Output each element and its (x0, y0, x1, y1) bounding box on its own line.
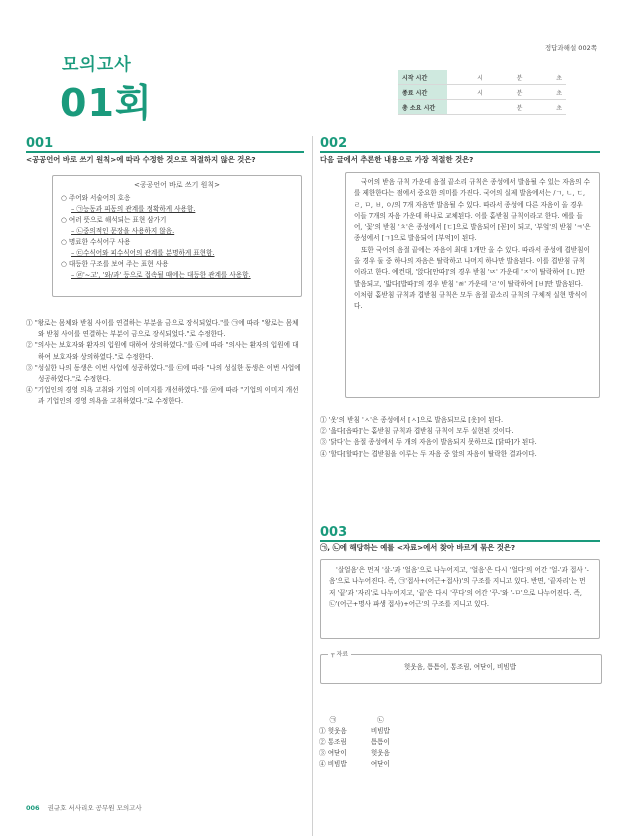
time-row-total (398, 100, 566, 115)
question-rule (26, 151, 304, 153)
answer-col-2: 헛웃음 (370, 748, 390, 757)
time-unit: 초 (526, 85, 566, 100)
answer-col-2: 여닫이 (370, 759, 390, 768)
time-row-end (398, 85, 566, 100)
principle-item: ○ 명료한 수식어구 사용 (61, 238, 131, 246)
principle-subitem: – ㉣'~고', '와/과' 등으로 접속될 때에는 대등한 관계를 사용함. (71, 271, 251, 279)
question-rule (320, 151, 600, 153)
options-list-002 (320, 415, 600, 460)
question-number-003: 003 (320, 525, 348, 540)
principle-item: ○ 대등한 구조를 보여 주는 표현 사용 (61, 260, 169, 268)
time-unit: 분 (487, 70, 527, 85)
time-record-table (398, 70, 566, 115)
option-4[interactable]: ④ "기업인의 경영 의욕 고취와 기업의 이미지를 개선하였다."를 ㉣에 따라 "기업의 이미지 개선과 기업인의 경영 의욕을 고취하였다."로 수정한다. (26, 386, 299, 406)
passage-003 (329, 565, 591, 610)
passage-002 (354, 177, 591, 313)
round-title: 01회 (60, 81, 153, 125)
option-1[interactable]: ① '옷'의 받침 'ㅅ'은 종성에서 [ㅅ]으로 발음되므로 [옷]이 된다. (320, 416, 504, 424)
question-rule (320, 540, 600, 542)
answer-head-1: ㉠ (329, 715, 337, 724)
time-label: 총 소요 시간 (398, 100, 447, 115)
passage-paragraph: '살얼음'은 먼저 '살-'과 '얼음'으로 나누어지고, '얼음'은 다시 '얼다'의 어간 '얼-'과 접사 '-음'으로 나누어진다. 즉, ㉠'접사+(어근+접사)'의 구조를 지니고 있다. 반면, '끝자리'는 먼저 '끝'과 '자리'로 나누어지고, '끝'은 다시 '꾸다'의 어간 '꾸-'와 '-ㅁ'으로 나누어진다. 즉, ㉡'(어근+명사 파생 접사)+어근'의 구조를 지니고 있다. (329, 566, 589, 608)
time-unit: 분 (487, 100, 527, 115)
principle-subitem: – ㉠능동과 피동의 관계를 정확하게 사용함. (71, 205, 196, 213)
question-text-002: 다음 글에서 추론한 내용으로 가장 적절한 것은? (320, 155, 474, 164)
option-3[interactable]: ③ '닭다'는 음절 종성에서 두 개의 자음이 발음되지 못하므로 [닭따]가 된다. (320, 438, 537, 447)
answer-col-1: ④ 비빔밥 (319, 759, 347, 768)
time-label: 종료 시간 (398, 85, 447, 100)
jaryo-items: 헛웃음, 틈틈이, 통조림, 여닫이, 비빔밥 (403, 663, 517, 671)
answer-option-3[interactable] (315, 746, 394, 757)
answer-head-2: ㉡ (377, 715, 384, 724)
principle-subitem: – ㉢수식어와 피수식어의 관계를 분명하게 표현함. (71, 249, 215, 257)
answer-option-2[interactable] (315, 735, 394, 746)
question-text-003: ㉠, ㉡에 해당하는 예를 <자료>에서 찾아 바르게 묶은 것은? (320, 543, 516, 552)
answer-reference: 정답과해설 002쪽 (544, 44, 597, 52)
options-list-001 (26, 318, 304, 408)
question-text-001: <공공언어 바로 쓰기 원칙>에 따라 수정한 것으로 적절하지 않은 것은? (26, 155, 256, 164)
answer-header-row (315, 713, 394, 724)
answer-col-2: 틈틈이 (370, 737, 390, 746)
principles-title: <공공언어 바로 쓰기 원칙> (133, 181, 221, 189)
jaryo-bracket-icon: ┬ (331, 651, 337, 658)
time-unit: 시 (447, 70, 487, 85)
option-2[interactable]: ② '읊다[읍따]'는 홑받침 규칙과 겹받침 규칙이 모두 실현된 것이다. (320, 427, 514, 436)
passage-box-003 (320, 559, 600, 639)
page-number: 006 (26, 804, 40, 812)
time-label: 시작 시간 (398, 70, 447, 85)
time-unit (447, 100, 487, 115)
jaryo-label (328, 649, 351, 658)
passage-paragraph: 국어의 받음 규칙 가운데 음절 끝소리 규칙은 종성에서 발음될 수 있는 자음의 수를 제한한다는 점에서 중요한 의미를 가진다. 국어의 실제 발음에서는 /ㄱ, ㄴ, ㄷ, ㄹ, ㅁ, ㅂ, ㅇ/의 7개 자음만 발음될 수 있다. 따라서 종성에 다른 자음이 올 경우 이들 7개의 자음 가운데 하나로 교체된다. 이를 홑받침 규칙이라고 한다. 예를 들어, '꽃'의 받침 'ㅊ'은 종성에서 [ㄷ]으로 발음되어 [꼳]이 되고, '부엌'의 받침 'ㅋ'은 종성에서 [ㄱ]으로 발음되어 [부억]이 된다. (354, 178, 591, 243)
answer-option-1[interactable] (315, 724, 394, 735)
time-unit: 시 (447, 85, 487, 100)
column-divider (312, 136, 313, 836)
option-1[interactable]: ① "왕로는 몸체와 받침 사이를 연결하는 부분을 금으로 장식되었다."를 ㉠에 따라 "왕로는 몸체와 받침 사이를 연결하는 부분이 금으로 장식되었다."로 수정한다. (26, 319, 299, 339)
option-3[interactable]: ③ "성실한 나의 동생은 이번 사업에 성공하였다."를 ㉢에 따라 "나의 성실한 동생은 이번 사업에 성공하였다."로 수정한다. (26, 363, 301, 384)
principle-subitem: – ㉡중의적인 문장을 사용하지 않음. (71, 227, 175, 235)
principles-box (52, 175, 302, 297)
time-unit: 초 (526, 100, 566, 115)
question-number-002: 002 (320, 136, 348, 151)
option-2[interactable]: ② "의사는 보호자와 환자의 입원에 대하여 상의하였다."를 ㉡에 따라 "의사는 환자의 입원에 대하여 보호자와 상의하였다."로 수정한다. (26, 341, 299, 361)
passage-paragraph: 또한 국어의 음절 끝에는 자음이 최대 1개만 올 수 있다. 따라서 종성에 겹받침이 올 경우 둘 중 하나의 자음은 탈락하고 나머지 하나만 발음된다. 이를 겹받침 규칙이라고 한다. 예컨대, '앉다[안따]'의 경우 받침 'ㄵ' 가운데 'ㅈ'이 탈락하여 [ㄴ]만 발음되고, '밟다[밥따]'의 경우 받침 'ㄼ' 가운데 'ㄹ'이 탈락하여 [ㅂ]만 발음된다. 이처럼 홑받침 규칙과 겹받침 규칙은 모두 음절 끝소리 규칙의 구체적 실현 방식이다. (354, 245, 590, 311)
series-title: 모의고사 (62, 55, 132, 75)
principle-item: ○ 여러 뜻으로 해석되는 표현 삼가기 (61, 216, 167, 224)
page-footer (26, 803, 142, 812)
option-4[interactable]: ④ '할다[할따]'는 겹받침을 이루는 두 자음 중 앞의 자음이 탈락한 결과이다. (320, 449, 537, 458)
principles-list (61, 193, 293, 281)
jaryo-label-text: 자료 (336, 651, 349, 658)
book-title: 권규호 서사리오 공무원 모의고사 (47, 804, 142, 812)
passage-box-002 (345, 172, 600, 398)
question-number-001: 001 (26, 136, 54, 151)
time-unit: 초 (526, 70, 566, 85)
time-row-start (398, 70, 566, 85)
time-unit: 분 (487, 85, 527, 100)
answer-option-4[interactable] (315, 757, 394, 768)
answer-table-003 (315, 713, 394, 768)
answer-col-1: ③ 여닫이 (319, 748, 347, 757)
answer-col-2: 비빔밥 (370, 726, 390, 735)
principle-item: ○ 주어와 서술어의 호응 (61, 194, 131, 202)
answer-col-1: ① 헛웃음 (319, 726, 347, 735)
answer-col-1: ② 통조림 (319, 737, 347, 746)
